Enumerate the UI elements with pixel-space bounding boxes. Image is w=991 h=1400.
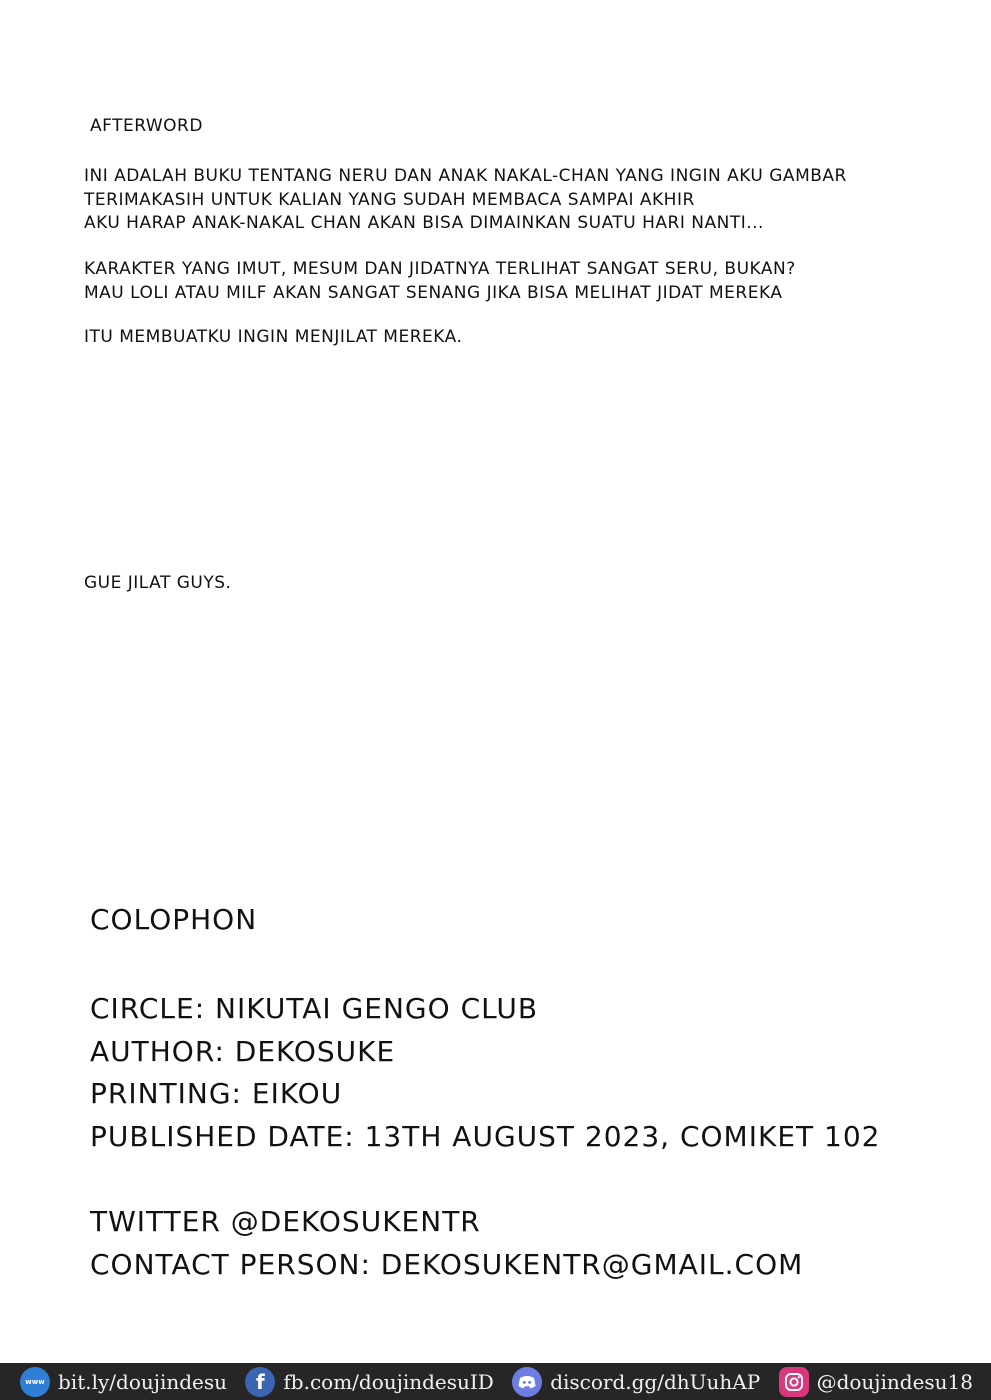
afterword-paragraph-1 — [84, 165, 847, 236]
colophon-contact — [90, 1201, 803, 1286]
colophon-author: AUTHOR: DEKOSUKE — [90, 1034, 396, 1068]
colophon-published: PUBLISHED DATE: 13TH AUGUST 2023, COMIKET 102 — [90, 1119, 881, 1153]
footer-instagram[interactable] — [779, 1367, 973, 1397]
text-line: TERIMAKASIH UNTUK KALIAN YANG SUDAH MEMBACA SAMPAI AKHIR — [84, 189, 695, 210]
text-line: MAU LOLI ATAU MILF AKAN SANGAT SENANG JIKA BISA MELIHAT JIDAT MEREKA — [84, 282, 783, 303]
colophon-circle: CIRCLE: NIKUTAI GENGO CLUB — [90, 992, 539, 1025]
colophon-email: CONTACT PERSON: DEKOSUKENTR@GMAIL.COM — [90, 1247, 804, 1281]
afterword-paragraph-3: ITU MEMBUATKU INGIN MENJILAT MEREKA. — [84, 327, 463, 347]
text-line: KARAKTER YANG IMUT, MESUM DAN JIDATNYA TERLIHAT SANGAT SERU, BUKAN? — [84, 259, 796, 279]
colophon-printing: PRINTING: EIKOU — [90, 1077, 343, 1110]
text-line: AKU HARAP ANAK-NAKAL CHAN AKAN BISA DIMAINKAN SUATU HARI NANTI... — [84, 213, 764, 233]
footer-facebook-text[interactable]: fb.com/doujindesuID — [283, 1369, 494, 1394]
afterword-paragraph-2 — [84, 258, 796, 305]
afterword-paragraph-4: GUE JILAT GUYS. — [84, 573, 232, 593]
facebook-icon: f — [245, 1367, 275, 1397]
footer-discord-text[interactable]: discord.gg/dhUuhAP — [550, 1369, 761, 1394]
instagram-icon — [779, 1367, 809, 1397]
footer-website-text[interactable]: bit.ly/doujindesu — [58, 1369, 228, 1394]
colophon-twitter: TWITTER @DEKOSUKENTR — [90, 1205, 481, 1238]
text-line: INI ADALAH BUKU TENTANG NERU DAN ANAK NAKAL-CHAN YANG INGIN AKU GAMBAR — [84, 166, 847, 186]
footer-website[interactable] — [20, 1367, 227, 1397]
colophon-details — [90, 988, 880, 1158]
watermark-footer — [0, 1363, 991, 1400]
discord-icon — [512, 1367, 542, 1397]
afterword-title: AFTERWORD — [90, 116, 203, 136]
colophon-title: COLOPHON — [90, 903, 258, 936]
footer-discord[interactable] — [512, 1367, 760, 1397]
footer-instagram-text[interactable]: @doujindesu18 — [816, 1369, 973, 1394]
globe-icon: www — [20, 1367, 50, 1397]
footer-facebook[interactable] — [245, 1367, 493, 1397]
